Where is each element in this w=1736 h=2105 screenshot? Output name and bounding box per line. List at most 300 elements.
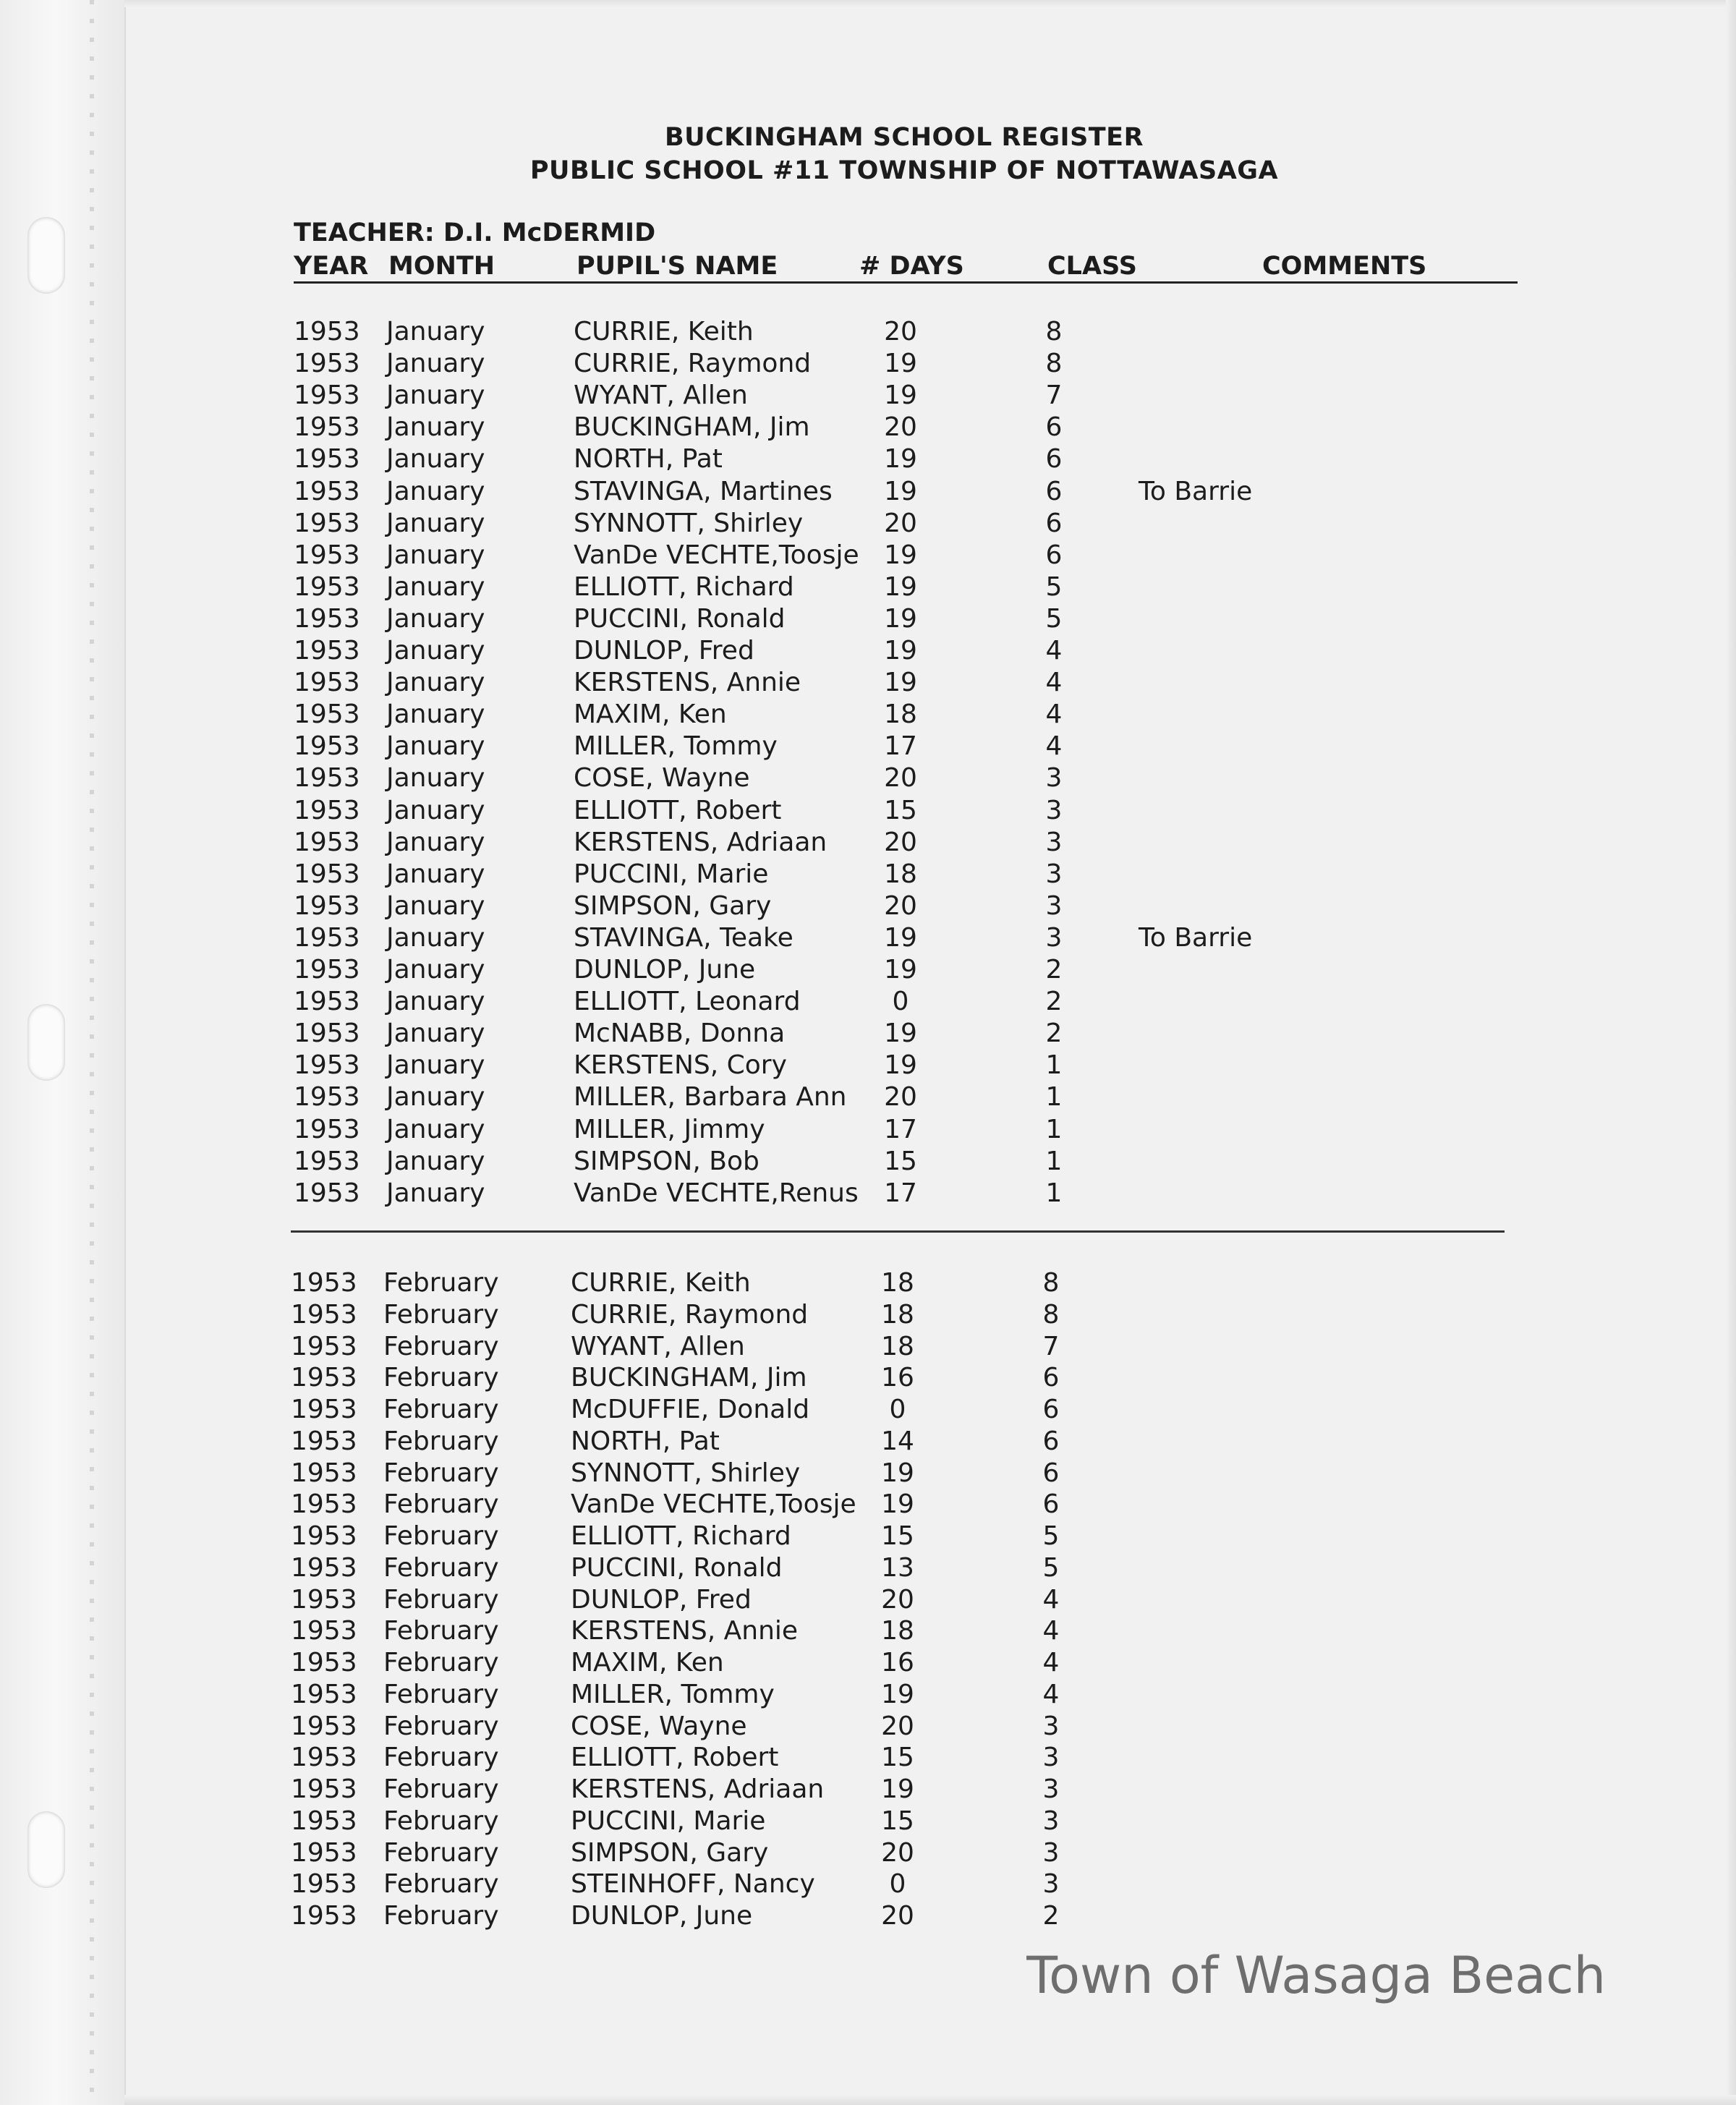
cell-year: 1953 [294,1146,360,1176]
cell-year: 1953 [294,795,360,825]
cell-days: 19 [884,636,917,665]
cell-month: January [386,827,485,857]
cell-month: February [383,1299,499,1330]
cell-month: January [386,508,485,538]
register-row [0,635,1736,667]
cell-year: 1953 [291,1743,357,1773]
cell-month: January [386,922,485,953]
cell-days: 15 [884,1146,917,1176]
cell-days: 19 [884,603,917,634]
cell-days: 19 [884,380,917,411]
cell-class: 6 [1045,412,1063,443]
cell-days: 18 [881,1616,914,1646]
cell-days: 15 [884,795,917,825]
cell-class: 6 [1045,476,1063,506]
teacher-label: TEACHER: D.I. McDERMID [294,218,656,247]
header-class: CLASS [1047,252,1137,281]
cell-class: 6 [1042,1489,1060,1520]
cell-class: 1 [1045,1050,1063,1081]
cell-month: January [386,1146,485,1176]
cell-month: February [383,1743,499,1773]
cell-year: 1953 [291,1363,357,1393]
section-divider [291,1230,1505,1233]
cell-class: 6 [1045,444,1063,475]
cell-class: 6 [1042,1426,1060,1456]
cell-pupil-name: McNABB, Donna [574,1019,786,1049]
cell-days: 13 [881,1552,914,1583]
cell-pupil-name: CURRIE, Raymond [571,1299,809,1330]
register-row [0,1900,1736,1932]
cell-year: 1953 [294,987,360,1017]
register-row [0,571,1736,603]
register-row [0,1584,1736,1616]
cell-month: February [383,1489,499,1520]
cell-year: 1953 [294,380,360,411]
cell-class: 4 [1045,668,1063,698]
cell-month: February [383,1774,499,1804]
watermark-text: Town of Wasaga Beach [1026,1946,1606,2005]
register-row [0,1267,1736,1299]
register-row [0,1806,1736,1837]
cell-month: January [386,668,485,698]
cell-year: 1953 [291,1616,357,1646]
cell-class: 2 [1045,987,1063,1017]
cell-class: 1 [1045,1146,1063,1176]
cell-month: February [383,1711,499,1741]
cell-days: 20 [881,1837,914,1868]
cell-days: 19 [884,1019,917,1049]
cell-class: 3 [1045,890,1063,921]
cell-month: January [386,890,485,921]
cell-pupil-name: MILLER, Tommy [571,1679,775,1709]
cell-year: 1953 [291,1489,357,1520]
cell-month: January [386,317,485,346]
page-edge-bottom [124,2095,1736,2105]
register-row [0,1458,1736,1489]
cell-pupil-name: PUCCINI, Ronald [574,603,786,634]
cell-days: 18 [881,1268,914,1298]
cell-pupil-name: DUNLOP, June [571,1901,753,1931]
cell-comment: To Barrie [1139,922,1253,953]
cell-month: February [383,1521,499,1551]
cell-pupil-name: ELLIOTT, Richard [574,571,794,602]
register-row [0,1018,1736,1050]
cell-month: January [386,1050,485,1081]
cell-year: 1953 [294,859,360,889]
cell-days: 17 [884,1178,917,1208]
register-subtitle: PUBLIC SCHOOL #11 TOWNSHIP OF NOTTAWASAGA [529,156,1279,185]
cell-month: January [386,380,485,411]
register-row [0,1146,1736,1178]
cell-year: 1953 [294,1178,360,1208]
register-row [0,890,1736,922]
page-edge-top [124,0,1736,7]
cell-pupil-name: SIMPSON, Gary [574,890,772,921]
cell-days: 20 [884,412,917,443]
cell-class: 3 [1042,1743,1060,1773]
register-row [0,1178,1736,1209]
cell-class: 3 [1045,763,1063,794]
cell-pupil-name: NORTH, Pat [571,1426,720,1456]
cell-year: 1953 [294,890,360,921]
cell-month: February [383,1616,499,1646]
header-underline [294,281,1518,284]
cell-pupil-name: STAVINGA, Teake [574,922,793,953]
register-row [0,1331,1736,1363]
cell-class: 5 [1042,1521,1060,1551]
header-pupil-name: PUPIL'S NAME [576,252,778,281]
cell-month: February [383,1268,499,1298]
cell-year: 1953 [291,1426,357,1456]
cell-class: 5 [1042,1552,1060,1583]
cell-month: February [383,1869,499,1900]
cell-days: 0 [889,1869,906,1900]
cell-month: January [386,1082,485,1113]
cell-month: February [383,1837,499,1868]
cell-class: 6 [1045,540,1063,570]
cell-year: 1953 [291,1774,357,1804]
register-row [0,412,1736,443]
cell-pupil-name: DUNLOP, Fred [574,636,754,665]
cell-year: 1953 [291,1552,357,1583]
cell-pupil-name: DUNLOP, Fred [571,1584,752,1615]
cell-pupil-name: ELLIOTT, Robert [571,1743,779,1773]
cell-days: 19 [884,476,917,506]
cell-pupil-name: VanDe VECHTE,Renus [574,1178,859,1208]
cell-year: 1953 [291,1268,357,1298]
cell-year: 1953 [294,955,360,985]
cell-pupil-name: KERSTENS, Adriaan [571,1774,825,1804]
cell-year: 1953 [294,636,360,665]
cell-month: February [383,1363,499,1393]
register-row [0,731,1736,762]
register-row [0,1489,1736,1521]
cell-pupil-name: MAXIM, Ken [571,1648,724,1677]
cell-days: 19 [884,1050,917,1081]
cell-class: 8 [1045,349,1063,379]
cell-month: January [386,349,485,379]
cell-month: February [383,1458,499,1488]
register-row [0,762,1736,794]
cell-month: January [386,763,485,794]
register-row [0,476,1736,508]
register-row [0,540,1736,571]
cell-year: 1953 [294,349,360,379]
register-row [0,1362,1736,1394]
cell-pupil-name: WYANT, Allen [574,380,748,411]
cell-class: 4 [1045,699,1063,730]
cell-year: 1953 [294,508,360,538]
cell-month: February [383,1806,499,1836]
register-row [0,1742,1736,1774]
cell-days: 20 [881,1711,914,1741]
cell-month: February [383,1901,499,1931]
cell-days: 20 [884,508,917,538]
cell-days: 15 [881,1806,914,1836]
cell-pupil-name: SYNNOTT, Shirley [574,508,804,538]
cell-pupil-name: SYNNOTT, Shirley [571,1458,801,1488]
cell-year: 1953 [291,1806,357,1836]
cell-pupil-name: MILLER, Jimmy [574,1114,765,1144]
cell-class: 4 [1042,1616,1060,1646]
cell-class: 4 [1045,731,1063,762]
cell-year: 1953 [291,1679,357,1709]
register-row [0,1114,1736,1146]
cell-pupil-name: MILLER, Tommy [574,731,778,762]
register-row [0,922,1736,954]
cell-pupil-name: BUCKINGHAM, Jim [574,412,810,443]
cell-days: 19 [881,1489,914,1520]
cell-pupil-name: DUNLOP, June [574,955,756,985]
cell-pupil-name: PUCCINI, Marie [571,1806,766,1836]
cell-year: 1953 [291,1837,357,1868]
cell-pupil-name: COSE, Wayne [571,1711,747,1741]
cell-pupil-name: VanDe VECHTE,Toosje [571,1489,856,1520]
cell-days: 19 [881,1774,914,1804]
cell-days: 18 [881,1299,914,1330]
register-title: BUCKINGHAM SCHOOL REGISTER [664,123,1144,152]
cell-month: January [386,859,485,889]
cell-class: 3 [1045,859,1063,889]
cell-class: 3 [1045,827,1063,857]
register-row [0,1552,1736,1584]
register-row [0,1615,1736,1647]
register-row [0,1299,1736,1331]
cell-year: 1953 [294,412,360,443]
cell-year: 1953 [291,1331,357,1361]
cell-days: 20 [884,890,917,921]
header-days: # DAYS [859,252,964,281]
register-row [0,508,1736,540]
cell-days: 0 [892,987,909,1017]
cell-days: 20 [881,1584,914,1615]
cell-pupil-name: CURRIE, Raymond [574,349,812,379]
cell-month: February [383,1426,499,1456]
cell-pupil-name: ELLIOTT, Leonard [574,987,801,1017]
cell-year: 1953 [294,668,360,698]
cell-pupil-name: ELLIOTT, Robert [574,795,782,825]
cell-pupil-name: KERSTENS, Annie [571,1616,799,1646]
cell-class: 5 [1045,571,1063,602]
cell-pupil-name: STEINHOFF, Nancy [571,1869,815,1900]
cell-class: 2 [1045,1019,1063,1049]
cell-year: 1953 [294,827,360,857]
cell-days: 17 [884,731,917,762]
cell-year: 1953 [291,1299,357,1330]
cell-class: 1 [1045,1114,1063,1144]
cell-days: 20 [884,317,917,346]
cell-month: January [386,1019,485,1049]
cell-month: January [386,731,485,762]
register-row [0,1647,1736,1679]
cell-class: 1 [1045,1178,1063,1208]
cell-class: 6 [1045,508,1063,538]
cell-class: 1 [1045,1082,1063,1113]
cell-pupil-name: CURRIE, Keith [574,317,754,346]
register-row [0,1837,1736,1869]
cell-days: 17 [884,1114,917,1144]
register-row [0,1679,1736,1711]
cell-class: 6 [1042,1395,1060,1424]
cell-year: 1953 [291,1458,357,1488]
cell-pupil-name: SIMPSON, Gary [571,1837,769,1868]
cell-year: 1953 [294,603,360,634]
cell-pupil-name: SIMPSON, Bob [574,1146,760,1176]
cell-month: January [386,476,485,506]
cell-days: 18 [881,1331,914,1361]
cell-pupil-name: MAXIM, Ken [574,699,727,730]
cell-class: 4 [1045,636,1063,665]
cell-month: January [386,636,485,665]
cell-month: February [383,1331,499,1361]
register-row [0,699,1736,731]
cell-year: 1953 [294,1082,360,1113]
cell-days: 16 [881,1363,914,1393]
cell-class: 3 [1042,1869,1060,1900]
cell-year: 1953 [294,731,360,762]
register-row [0,795,1736,827]
cell-month: January [386,955,485,985]
cell-class: 5 [1045,603,1063,634]
cell-days: 20 [884,1082,917,1113]
cell-class: 3 [1042,1711,1060,1741]
cell-month: February [383,1552,499,1583]
cell-class: 2 [1045,955,1063,985]
cell-comment: To Barrie [1139,476,1253,506]
cell-year: 1953 [294,1019,360,1049]
cell-days: 19 [884,571,917,602]
cell-pupil-name: STAVINGA, Martines [574,476,833,506]
cell-class: 3 [1042,1837,1060,1868]
cell-month: February [383,1395,499,1424]
register-row [0,316,1736,348]
cell-days: 16 [881,1648,914,1677]
register-row [0,859,1736,890]
cell-pupil-name: WYANT, Allen [571,1331,745,1361]
cell-days: 14 [881,1426,914,1456]
register-row [0,954,1736,986]
cell-class: 8 [1045,317,1063,346]
register-row [0,1868,1736,1900]
cell-days: 19 [884,922,917,953]
cell-month: February [383,1679,499,1709]
cell-year: 1953 [294,763,360,794]
cell-pupil-name: NORTH, Pat [574,444,723,475]
cell-year: 1953 [291,1395,357,1424]
cell-days: 20 [884,827,917,857]
cell-days: 19 [884,444,917,475]
cell-class: 8 [1042,1268,1060,1298]
cell-year: 1953 [291,1584,357,1615]
cell-year: 1953 [294,699,360,730]
cell-pupil-name: MILLER, Barbara Ann [574,1082,847,1113]
cell-pupil-name: ELLIOTT, Richard [571,1521,791,1551]
cell-year: 1953 [294,444,360,475]
cell-month: January [386,540,485,570]
cell-year: 1953 [291,1901,357,1931]
cell-class: 4 [1042,1648,1060,1677]
cell-year: 1953 [294,476,360,506]
header-month: MONTH [388,252,495,281]
register-row [0,1711,1736,1743]
cell-pupil-name: VanDe VECHTE,Toosje [574,540,859,570]
register-row [0,1050,1736,1081]
cell-pupil-name: CURRIE, Keith [571,1268,751,1298]
register-row [0,1774,1736,1806]
cell-days: 19 [884,349,917,379]
cell-class: 6 [1042,1458,1060,1488]
header-comments: COMMENTS [1262,252,1427,281]
cell-year: 1953 [291,1869,357,1900]
cell-class: 7 [1045,380,1063,411]
punch-hole-top [27,217,65,294]
cell-month: January [386,412,485,443]
cell-class: 8 [1042,1299,1060,1330]
cell-month: January [386,571,485,602]
register-row [0,1394,1736,1426]
cell-year: 1953 [294,1050,360,1081]
cell-year: 1953 [294,1114,360,1144]
register-row [0,827,1736,859]
cell-days: 15 [881,1521,914,1551]
cell-pupil-name: McDUFFIE, Donald [571,1395,810,1424]
cell-class: 3 [1042,1774,1060,1804]
cell-month: January [386,603,485,634]
cell-class: 3 [1045,795,1063,825]
cell-year: 1953 [294,922,360,953]
register-row [0,1081,1736,1113]
cell-class: 6 [1042,1363,1060,1393]
cell-days: 19 [881,1458,914,1488]
cell-month: January [386,987,485,1017]
cell-class: 4 [1042,1584,1060,1615]
cell-pupil-name: BUCKINGHAM, Jim [571,1363,807,1393]
cell-month: January [386,444,485,475]
cell-pupil-name: COSE, Wayne [574,763,750,794]
cell-month: January [386,699,485,730]
cell-year: 1953 [294,540,360,570]
cell-pupil-name: KERSTENS, Annie [574,668,801,698]
header-year: YEAR [294,252,369,281]
register-row [0,603,1736,635]
register-row [0,1521,1736,1552]
cell-pupil-name: KERSTENS, Adriaan [574,827,827,857]
cell-days: 20 [881,1901,914,1931]
register-row [0,667,1736,699]
register-row [0,348,1736,380]
cell-class: 3 [1042,1806,1060,1836]
cell-pupil-name: PUCCINI, Ronald [571,1552,783,1583]
cell-class: 7 [1042,1331,1060,1361]
cell-class: 3 [1045,922,1063,953]
register-row [0,1426,1736,1458]
cell-year: 1953 [294,571,360,602]
cell-month: January [386,795,485,825]
register-row [0,986,1736,1018]
register-row [0,443,1736,475]
cell-class: 4 [1042,1679,1060,1709]
cell-pupil-name: KERSTENS, Cory [574,1050,787,1081]
cell-class: 2 [1042,1901,1060,1931]
cell-year: 1953 [291,1648,357,1677]
cell-year: 1953 [291,1521,357,1551]
cell-year: 1953 [291,1711,357,1741]
cell-month: January [386,1178,485,1208]
cell-days: 15 [881,1743,914,1773]
cell-days: 0 [889,1395,906,1424]
cell-days: 19 [884,955,917,985]
cell-days: 20 [884,763,917,794]
